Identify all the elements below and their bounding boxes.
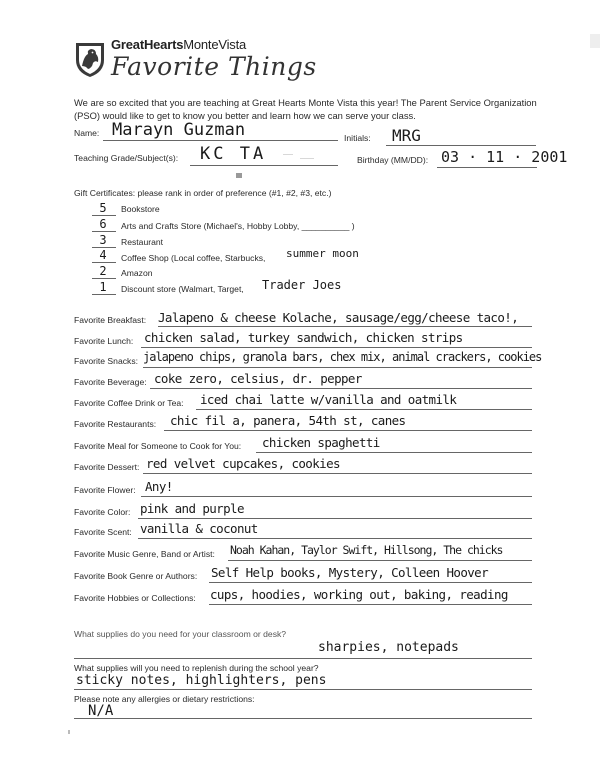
discount-store-other[interactable]: Trader Joes	[262, 278, 342, 292]
rank-amazon[interactable]: 2	[99, 264, 107, 278]
rank-restaurant[interactable]: 3	[99, 233, 107, 247]
supplies-classroom-question: What supplies do you need for your classroom or desk?	[74, 629, 287, 639]
flower-label: Favorite Flower:	[74, 485, 136, 495]
gift-bookstore-label: Bookstore	[121, 204, 160, 214]
beverage-label: Favorite Beverage:	[74, 377, 147, 387]
snacks-field[interactable]: jalapeno chips, granola bars, chex mix, animal crackers, cookies	[143, 350, 542, 364]
restaurants-field[interactable]: chic fil a, panera, 54th st, canes	[170, 413, 406, 428]
lunch-label: Favorite Lunch:	[74, 336, 134, 346]
rank-arts-crafts[interactable]: 6	[99, 217, 107, 231]
supplies-replenish-field[interactable]: sticky notes, highlighters, pens	[76, 673, 327, 688]
lunch-field[interactable]: chicken salad, turkey sandwich, chicken strips	[144, 330, 463, 345]
flower-field[interactable]: Any!	[145, 479, 173, 494]
birthday-label: Birthday (MM/DD):	[357, 155, 429, 165]
breakfast-label: Favorite Breakfast:	[74, 315, 147, 325]
birthday-field[interactable]: 03 · 11 · 2001	[441, 148, 568, 166]
gift-amazon-label: Amazon	[121, 268, 153, 278]
scent-field[interactable]: vanilla & coconut	[140, 521, 258, 536]
allergies-question: Please note any allergies or dietary restrictions:	[74, 694, 255, 704]
hobbies-field[interactable]: cups, hoodies, working out, baking, reading	[210, 587, 508, 602]
meal-field[interactable]: chicken spaghetti	[262, 435, 380, 450]
book-field[interactable]: Self Help books, Mystery, Colleen Hoover	[211, 565, 489, 580]
color-field[interactable]: pink and purple	[140, 501, 244, 516]
music-field[interactable]: Noah Kahan, Taylor Swift, Hillsong, The chicks	[230, 543, 503, 557]
dessert-label: Favorite Dessert:	[74, 462, 140, 472]
gift-heading: Gift Certificates: please rank in order of preference (#1, #2, #3, etc.)	[74, 188, 332, 198]
name-field[interactable]: Marayn Guzman	[112, 120, 246, 140]
gift-arts-crafts-label: Arts and Crafts Store (Michael's, Hobby Lobby, __________ )	[121, 221, 355, 231]
initials-field[interactable]: MRG	[392, 126, 421, 145]
brand-name	[111, 37, 246, 52]
brand-thin: MonteVista	[183, 37, 247, 52]
intro-text: We are so excited that you are teaching at Great Hearts Monte Vista this year! The Parent Service Organization (PSO) would like to get to know you better and learn how we can serve your class.	[74, 97, 537, 121]
hobbies-label: Favorite Hobbies or Collections:	[74, 593, 196, 603]
supplies-replenish-question: What supplies will you need to replenish during the school year?	[74, 663, 319, 673]
dessert-field[interactable]: red velvet cupcakes, cookies	[146, 456, 340, 471]
brand-bold: GreatHearts	[111, 37, 184, 52]
scent-label: Favorite Scent:	[74, 527, 132, 537]
music-label: Favorite Music Genre, Band or Artist:	[74, 549, 215, 559]
gift-coffee-shop-label: Coffee Shop (Local coffee, Starbucks,	[121, 253, 266, 263]
restaurants-label: Favorite Restaurants:	[74, 419, 157, 429]
rank-discount-store[interactable]: 1	[99, 280, 107, 294]
gift-discount-store-label: Discount store (Walmart, Target,	[121, 284, 244, 294]
beverage-field[interactable]: coke zero, celsius, dr. pepper	[154, 371, 362, 386]
gift-restaurant-label: Restaurant	[121, 237, 164, 247]
allergies-field[interactable]: N/A	[88, 703, 114, 719]
grade-field[interactable]: KC TA	[200, 144, 267, 164]
form-title: Favorite Things	[111, 52, 317, 81]
lion-shield-logo-icon	[74, 40, 106, 78]
coffee-shop-other[interactable]: summer moon	[286, 247, 359, 260]
supplies-classroom-field[interactable]: sharpies, notepads	[318, 640, 459, 655]
breakfast-field[interactable]: Jalapeno & cheese Kolache, sausage/egg/cheese taco!,	[158, 310, 519, 325]
grade-label: Teaching Grade/Subject(s):	[74, 153, 179, 163]
name-label: Name:	[74, 128, 100, 138]
coffee-drink-label: Favorite Coffee Drink or Tea:	[74, 398, 184, 408]
book-label: Favorite Book Genre or Authors:	[74, 571, 198, 581]
rank-coffee-shop[interactable]: 4	[99, 248, 107, 262]
initials-label: Initials:	[344, 133, 371, 143]
coffee-drink-field[interactable]: iced chai latte w/vanilla and oatmilk	[200, 392, 457, 407]
snacks-label: Favorite Snacks:	[74, 356, 138, 366]
meal-label: Favorite Meal for Someone to Cook for You:	[74, 441, 242, 451]
rank-bookstore[interactable]: 5	[99, 201, 107, 215]
color-label: Favorite Color:	[74, 507, 131, 517]
